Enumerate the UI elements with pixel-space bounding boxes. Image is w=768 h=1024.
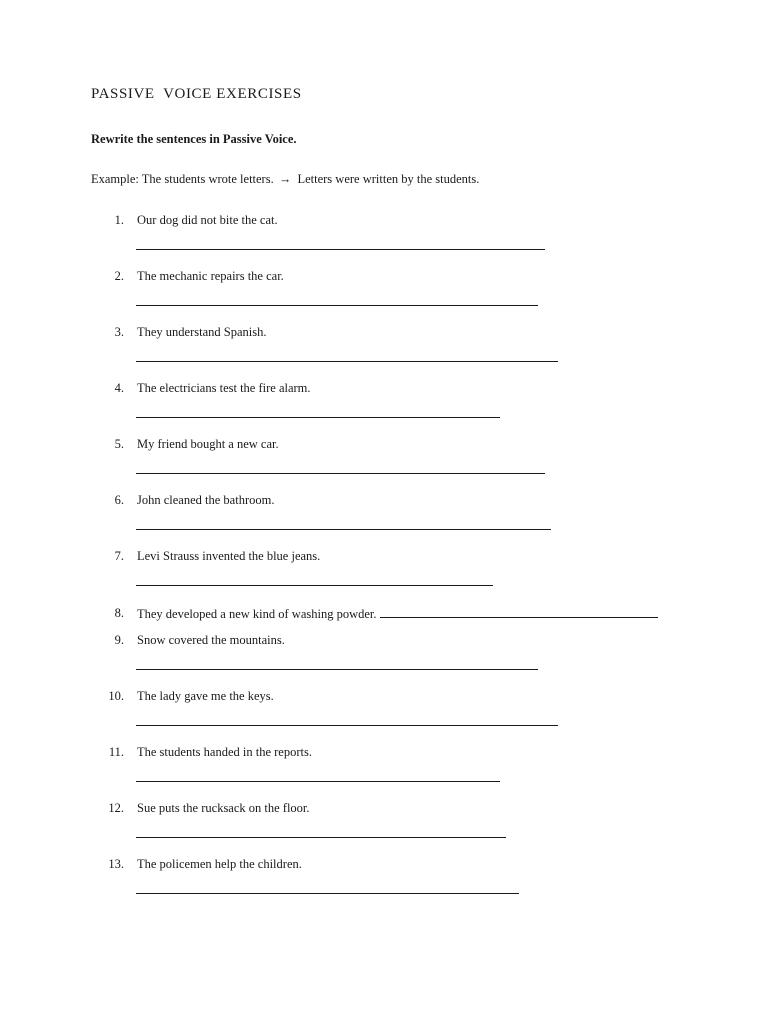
item-number: 8. xyxy=(114,606,124,620)
item-number: 12. xyxy=(108,801,124,815)
item-number: 7. xyxy=(114,549,124,563)
answer-blank-line[interactable] xyxy=(136,669,538,670)
item-sentence-text: The policemen help the children. xyxy=(137,857,302,871)
item-sentence xyxy=(137,213,278,228)
item-sentence-text: The students handed in the reports. xyxy=(137,745,312,759)
example-answer: Letters were written by the students. xyxy=(297,172,480,186)
item-number: 5. xyxy=(114,437,124,451)
answer-blank-line[interactable] xyxy=(136,305,538,306)
item-sentence xyxy=(137,633,285,648)
answer-blank-line[interactable] xyxy=(136,837,506,838)
example-sentence: Example: The students wrote letters. xyxy=(91,172,274,186)
instruction-text: Rewrite the sentences in Passive Voice. xyxy=(91,132,297,146)
item-sentence xyxy=(137,325,267,340)
answer-blank-line[interactable] xyxy=(136,725,558,726)
item-number: 10. xyxy=(108,689,124,703)
item-sentence xyxy=(137,857,302,872)
item-sentence xyxy=(137,269,284,284)
item-number: 4. xyxy=(114,381,124,395)
item-sentence-text: Levi Strauss invented the blue jeans. xyxy=(137,549,321,563)
answer-blank-line[interactable] xyxy=(136,529,551,530)
answer-blank-line[interactable] xyxy=(136,417,500,418)
answer-blank-line[interactable] xyxy=(136,473,545,474)
item-sentence-text: The lady gave me the keys. xyxy=(137,689,274,703)
item-sentence xyxy=(137,606,658,622)
item-sentence xyxy=(137,381,311,396)
item-sentence xyxy=(137,549,320,564)
answer-blank-line[interactable] xyxy=(136,361,558,362)
item-number: 2. xyxy=(114,269,124,283)
item-sentence xyxy=(137,689,274,704)
item-sentence-text: They developed a new kind of washing powder. xyxy=(137,607,377,621)
item-sentence xyxy=(137,437,279,452)
answer-blank-line[interactable] xyxy=(136,893,519,894)
item-sentence-text: They understand Spanish. xyxy=(137,325,267,339)
item-sentence xyxy=(137,493,274,508)
answer-blank-line[interactable] xyxy=(136,585,493,586)
item-number: 9. xyxy=(114,633,124,647)
answer-blank-line[interactable] xyxy=(136,249,545,250)
item-number: 3. xyxy=(114,325,124,339)
item-sentence-text: The electricians test the fire alarm. xyxy=(137,381,311,395)
right-arrow-icon: → xyxy=(278,172,292,186)
page-title: PASSIVE VOICE EXERCISES xyxy=(91,86,302,102)
item-number: 11. xyxy=(108,745,124,759)
item-number: 13. xyxy=(108,857,124,871)
answer-blank-line[interactable] xyxy=(136,781,500,782)
example-line xyxy=(91,172,479,187)
item-sentence xyxy=(137,801,310,816)
item-number: 1. xyxy=(114,213,124,227)
answer-blank-line[interactable] xyxy=(380,606,658,618)
item-sentence-text: My friend bought a new car. xyxy=(137,437,279,451)
item-sentence xyxy=(137,745,312,760)
item-sentence-text: Our dog did not bite the cat. xyxy=(137,213,278,227)
item-sentence-text: Sue puts the rucksack on the floor. xyxy=(137,801,310,815)
item-sentence-text: The mechanic repairs the car. xyxy=(137,269,284,283)
item-number: 6. xyxy=(114,493,124,507)
item-sentence-text: Snow covered the mountains. xyxy=(137,633,285,647)
item-sentence-text: John cleaned the bathroom. xyxy=(137,493,275,507)
